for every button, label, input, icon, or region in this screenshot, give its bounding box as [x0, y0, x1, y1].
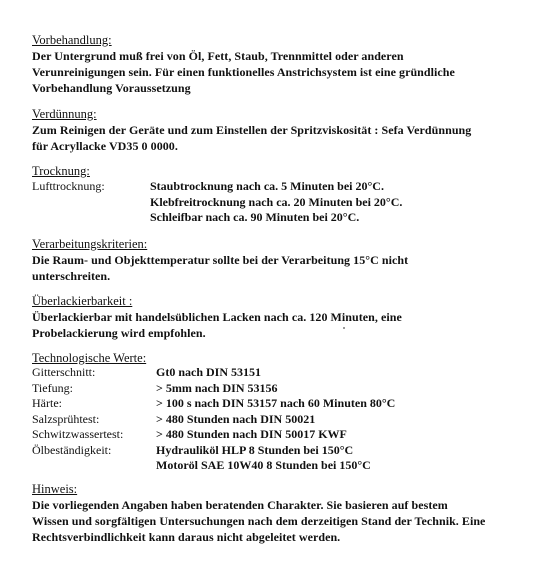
text-verduennung: [32, 122, 532, 154]
text-vorbehandlung: [32, 48, 532, 96]
trocknung-row: [32, 179, 532, 195]
row-value: Motoröl SAE 10W40 8 Stunden bei 150°C: [156, 458, 371, 472]
text-line: Vorbehandlung Voraussetzung: [32, 81, 191, 95]
werte-row: [32, 396, 532, 412]
trocknung-row: [32, 195, 532, 211]
heading-verarbeitungskriterien: Verarbeitungskriterien:: [32, 237, 148, 251]
row-value: Staubtrocknung nach ca. 5 Minuten bei 20°C.: [150, 179, 384, 193]
text-line: Die vorliegenden Angaben haben beratenden Charakter. Sie basieren auf bestem: [32, 498, 448, 512]
row-value: > 480 Stunden nach DIN 50021: [156, 411, 316, 426]
section-technologische-werte: [32, 351, 532, 474]
row-label: Härte:: [32, 396, 62, 410]
text-hinweis: [32, 497, 532, 545]
werte-row: [32, 365, 532, 381]
row-label: Ölbeständigkeit:: [32, 442, 112, 457]
row-value: Hydrauliköl HLP 8 Stunden bei 150°C: [156, 442, 354, 457]
heading-verduennung: Verdünnung:: [32, 107, 97, 121]
heading-technologische-werte: Technologische Werte:: [32, 351, 147, 365]
text-line: Probelackierung wird empfohlen.: [32, 326, 206, 340]
row-value: > 5mm nach DIN 53156: [156, 380, 278, 395]
section-vorbehandlung: [32, 33, 532, 96]
trocknung-row: [32, 210, 532, 226]
heading-vorbehandlung: Vorbehandlung:: [32, 33, 112, 47]
row-value: Schleifbar nach ca. 90 Minuten bei 20°C.: [150, 210, 360, 224]
technologische-werte-table: [32, 365, 532, 474]
row-label: Gitterschnitt:: [32, 365, 96, 379]
werte-row: [32, 412, 532, 428]
werte-row: [32, 427, 532, 443]
row-label: Schwitzwassertest:: [32, 427, 124, 441]
heading-ueberlackierbarkeit: Überlackierbarkeit :: [32, 294, 133, 308]
text-line: Verunreinigungen sein. Für einen funktionelles Anstrichsystem ist eine gründliche: [32, 65, 455, 79]
text-ueberlackierbarkeit: [32, 309, 532, 341]
heading-hinweis: Hinweis:: [32, 482, 78, 496]
section-ueberlackierbarkeit: [32, 294, 532, 341]
section-trocknung: [32, 164, 532, 226]
trocknung-table: [32, 179, 532, 226]
text-verarbeitungskriterien: [32, 252, 532, 284]
scan-speck: [343, 327, 345, 329]
werte-row: [32, 443, 532, 459]
row-value: > 100 s nach DIN 53157 nach 60 Minuten 80°C: [156, 396, 396, 410]
row-value: > 480 Stunden nach DIN 50017 KWF: [156, 427, 347, 441]
row-label: Tiefung:: [32, 380, 73, 395]
text-line: Wissen und sorgfältigen Untersuchungen nach dem derzeitigen Stand der Technik. Eine: [32, 514, 486, 528]
section-verarbeitungskriterien: [32, 237, 532, 284]
text-line: für Acryllacke VD35 0 0000.: [32, 139, 178, 153]
row-label: Salzsprühtest:: [32, 411, 100, 426]
werte-row: [32, 381, 532, 397]
row-label: Lufttrocknung:: [32, 179, 105, 193]
section-verduennung: [32, 107, 532, 154]
heading-trocknung: Trocknung:: [32, 164, 90, 178]
werte-row: [32, 458, 532, 474]
section-hinweis: [32, 482, 532, 545]
text-line: Rechtsverbindlichkeit kann daraus nicht abgeleitet werden.: [32, 530, 341, 544]
row-value: Klebfreitrocknung nach ca. 20 Minuten bei 20°C.: [150, 194, 403, 209]
text-line: Überlackierbar mit handelsüblichen Lacken nach ca. 120 Minuten, eine: [32, 310, 402, 324]
text-line: unterschreiten.: [32, 269, 111, 283]
text-line: Der Untergrund muß frei von Öl, Fett, Staub, Trennmittel oder anderen: [32, 49, 404, 63]
row-value: Gt0 nach DIN 53151: [156, 365, 262, 379]
text-line: Die Raum- und Objekttemperatur sollte bei der Verarbeitung 15°C nicht: [32, 253, 409, 267]
text-line: Zum Reinigen der Geräte und zum Einstellen der Spritzviskosität : Sefa Verdünnung: [32, 123, 472, 137]
